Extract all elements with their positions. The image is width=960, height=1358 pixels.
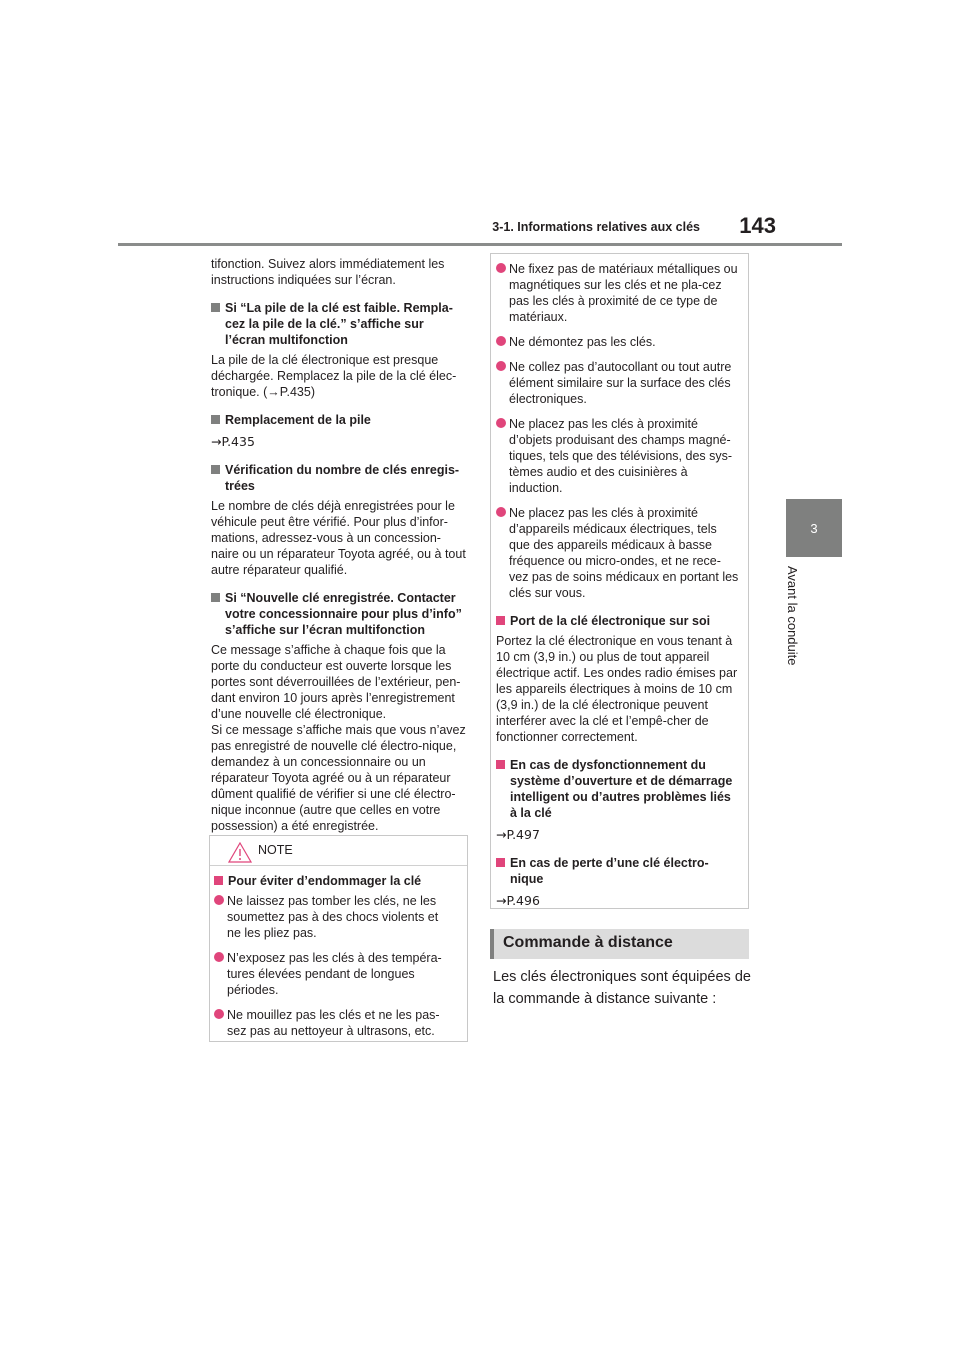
note-heading: En cas de dysfonctionnement du système d’ouverture et de démarrage intelligent ou d’autres problèmes liés à la clé (496, 757, 740, 821)
chapter-number: 3 (810, 520, 818, 536)
note-continued-box (490, 253, 749, 909)
page-reference: →P.497 (496, 827, 540, 842)
square-bullet-icon (214, 876, 223, 885)
note-heading: En cas de perte d’une clé électro-nique (496, 855, 740, 887)
note-item: Ne démontez pas les clés. (496, 334, 740, 350)
page-reference: →P.496 (496, 893, 540, 908)
bullet-dot-icon (496, 361, 506, 371)
remote-heading: Commande à distance (490, 929, 749, 959)
note-box (209, 835, 468, 1042)
bullet-dot-icon (214, 952, 224, 962)
section-body: Ce message s’affiche à chaque fois que la porte du conducteur est ouverte lorsque les portes sont déverrouillées de l’extérieur, pen-dant environ 10 jours après l’enregistrement d’une nouvelle clé électronique. (211, 643, 461, 721)
note-title: NOTE (258, 843, 293, 857)
page-number: 143 (739, 213, 776, 238)
note-item: Ne placez pas les clés à proximité d’appareils médicaux électriques, tels que des appareils médicaux à basse fréquence ou micro-ondes, et ne rece-vez pas de soins médicaux en portant les clés sur vous. (496, 505, 740, 601)
section-body: Le nombre de clés déjà enregistrées pour le véhicule peut être vérifié. Pour plus d’infor-mations, adressez-vous à un concession-naire ou un réparateur Toyota agréé, ou à tout autre réparateur qualifié. (211, 499, 466, 577)
square-bullet-icon (496, 760, 505, 769)
note-heading: Pour éviter d’endommager la clé (214, 873, 454, 889)
chapter-tab (786, 499, 842, 557)
header-rule (118, 243, 842, 246)
note-body: Portez la clé électronique en vous tenant à 10 cm (3,9 in.) ou plus de tout appareil électrique actif. Les ondes radio émises par les appareils électriques à moins de 10 cm (3,9 in.) de la clé électronique peuvent interférer avec la clé et l’empê-cher de fonctionner correctement. (496, 634, 738, 744)
square-bullet-icon (496, 616, 505, 625)
section-heading: Si “Nouvelle clé enregistrée. Contacter votre concessionnaire pour plus d’info” s’affiche sur l’écran multifonction (211, 590, 467, 638)
bullet-dot-icon (496, 418, 506, 428)
bullet-dot-icon (496, 507, 506, 517)
section-heading: Si “La pile de la clé est faible. Rempla-cez la pile de la clé.” s’affiche sur l’écran multifonction (211, 300, 467, 348)
chapter-label (786, 566, 802, 676)
bullet-dot-icon (496, 263, 506, 273)
note-item: Ne placez pas les clés à proximité d’objets produisant des champs magné-tiques, tels que des télévisions, des sys-tèmes audio et des cuisinières à induction. (496, 416, 740, 496)
section-heading: Remplacement de la pile (211, 412, 467, 428)
bullet-dot-icon (496, 336, 506, 346)
bullet-dot-icon (214, 1009, 224, 1019)
left-column (211, 256, 467, 834)
note-item: Ne fixez pas de matériaux métalliques ou magnétiques sur les clés et ne pla-cez pas les clés à proximité de ce type de matériaux. (496, 261, 740, 325)
note-header (210, 836, 467, 866)
section-heading: Vérification du nombre de clés enregis-trées (211, 462, 467, 494)
bullet-dot-icon (214, 895, 224, 905)
note-item: Ne collez pas d’autocollant ou tout autre élément similaire sur la surface des clés électroniques. (496, 359, 740, 407)
page-reference: →P.435 (211, 434, 255, 449)
square-bullet-icon (496, 858, 505, 867)
intro-text: tifonction. Suivez alors immédiatement les instructions indiquées sur l’écran. (211, 257, 445, 287)
note-item: N’exposez pas les clés à des tempéra-tures élevées pendant de longues périodes. (214, 950, 454, 998)
note-item: Ne laissez pas tomber les clés, ne les soumettez pas à des chocs violents et ne les pliez pas. (214, 893, 454, 941)
warning-triangle-icon (228, 842, 252, 863)
note-heading: Port de la clé électronique sur soi (496, 613, 740, 629)
chapter-label-text: Avant la conduite (785, 566, 800, 666)
section-body: Si ce message s’affiche mais que vous n’avez pas enregistré de nouvelle clé électro-nique, demandez à un concessionnaire ou un réparateur Toyota agréé ou à un réparateur dûment qualifié de vérifier si une clé électro-nique inconnue (autre que celles en votre possession) a été enregistrée. (211, 723, 466, 833)
section-body: La pile de la clé électronique est presque déchargée. Remplacez la pile de la clé élec-tronique. (→P.435) (211, 353, 457, 399)
note-item: Ne mouillez pas les clés et ne les pas-sez pas au nettoyeur à ultrasons, etc. (214, 1007, 454, 1039)
section-title: 3-1. Informations relatives aux clés (492, 220, 700, 234)
remote-text: Les clés électroniques sont équipées de la commande à distance suivante : (493, 969, 751, 1007)
